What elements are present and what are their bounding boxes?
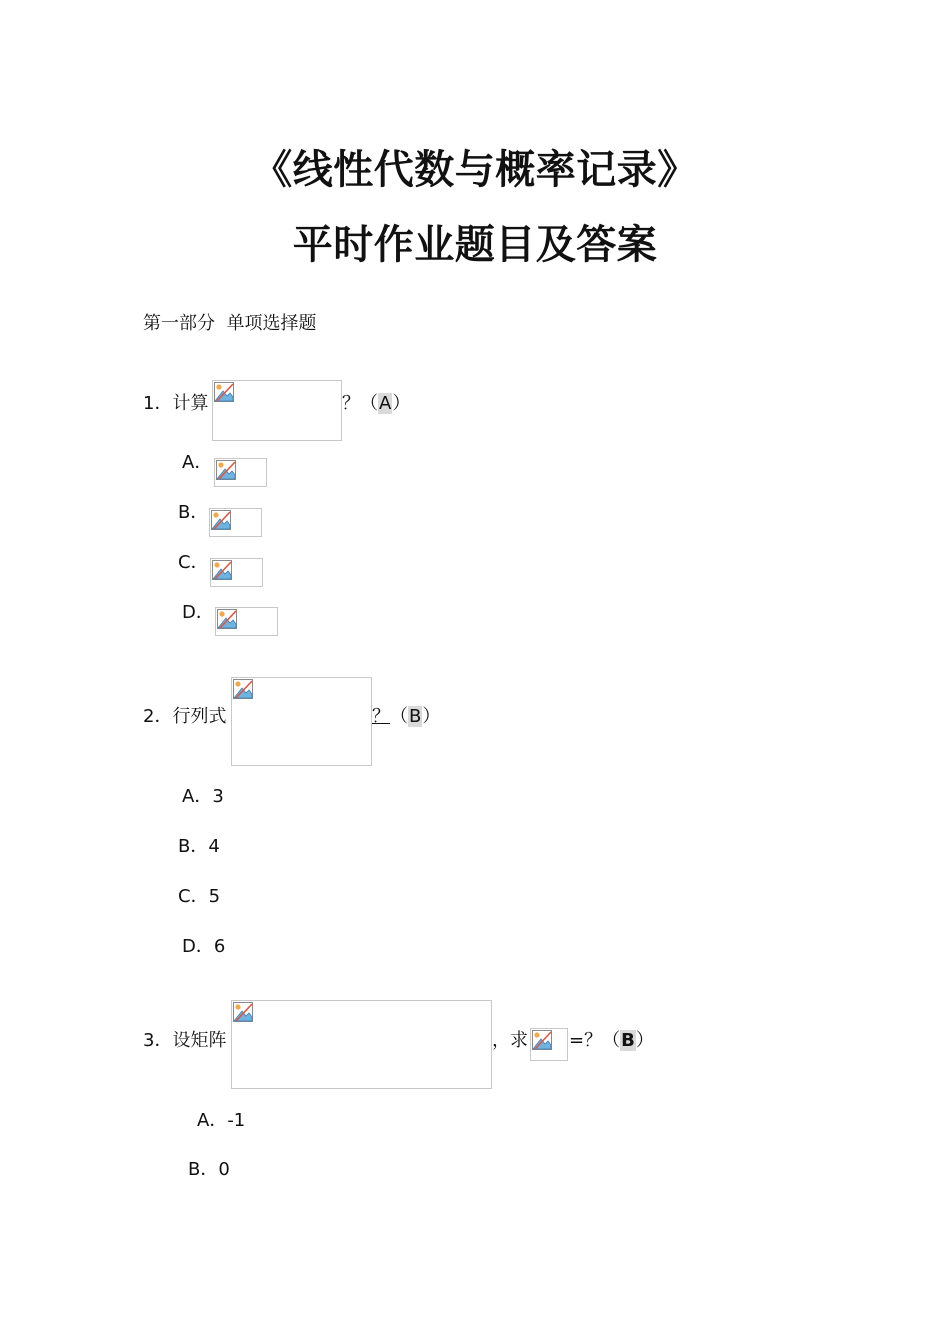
q3-close: ） xyxy=(635,1030,654,1051)
broken-image-icon xyxy=(210,509,232,531)
q1-option-d-image xyxy=(215,607,278,636)
q3-expression-image xyxy=(530,1028,568,1061)
q1-answer: A xyxy=(379,393,392,414)
q1-option-b-image xyxy=(209,508,262,537)
q1-option-d: D． xyxy=(182,602,214,623)
q2-option-b: B．4 xyxy=(178,836,220,857)
broken-image-icon xyxy=(213,381,235,403)
q1-option-b: B． xyxy=(178,502,209,523)
q2-question-line xyxy=(372,705,440,729)
broken-image-icon xyxy=(211,559,233,581)
broken-image-icon xyxy=(215,459,237,481)
q2-option-c: C．5 xyxy=(178,886,221,907)
q2-close: ） xyxy=(422,706,441,727)
q3-answer: B xyxy=(621,1030,635,1051)
q3-question-line xyxy=(569,1029,654,1053)
q1-prefix: 1．计算 xyxy=(143,393,209,414)
q1-option-c-image xyxy=(210,558,263,587)
q1-suffix: ？（ xyxy=(342,393,378,414)
q1-option-a-image xyxy=(214,458,267,487)
q1-question-line xyxy=(342,392,410,416)
q3-suffix: =？（ xyxy=(569,1030,621,1051)
q2-answer: B xyxy=(409,706,422,727)
document-title-line-2: 平时作业题目及答案 xyxy=(292,222,658,268)
broken-image-icon xyxy=(531,1029,553,1051)
q2-prefix: 2．行列式 xyxy=(143,706,227,727)
q2-determinant-image xyxy=(231,677,372,766)
q3-mid: ，求 xyxy=(492,1030,528,1051)
q1-option-c: C． xyxy=(178,552,209,573)
q2-option-a: A．3 xyxy=(182,786,224,807)
q2-suffix: ？ xyxy=(372,706,390,727)
q3-prefix: 3．设矩阵 xyxy=(143,1030,227,1051)
q1-formula-image xyxy=(212,380,342,441)
q1-close: ） xyxy=(392,393,411,414)
broken-image-icon xyxy=(232,678,254,700)
section-heading: 第一部分 单项选择题 xyxy=(143,313,317,334)
q3-option-b: B．0 xyxy=(188,1159,230,1180)
q3-matrix-image xyxy=(231,1000,492,1089)
q2-option-d: D．6 xyxy=(182,936,226,957)
q1-option-a: A． xyxy=(182,452,213,473)
broken-image-icon xyxy=(232,1001,254,1023)
document-title-line-1: 《线性代数与概率记录》 xyxy=(252,147,698,193)
q3-option-a: A．-1 xyxy=(197,1110,246,1131)
broken-image-icon xyxy=(216,608,238,630)
q2-open: （ xyxy=(390,706,408,727)
